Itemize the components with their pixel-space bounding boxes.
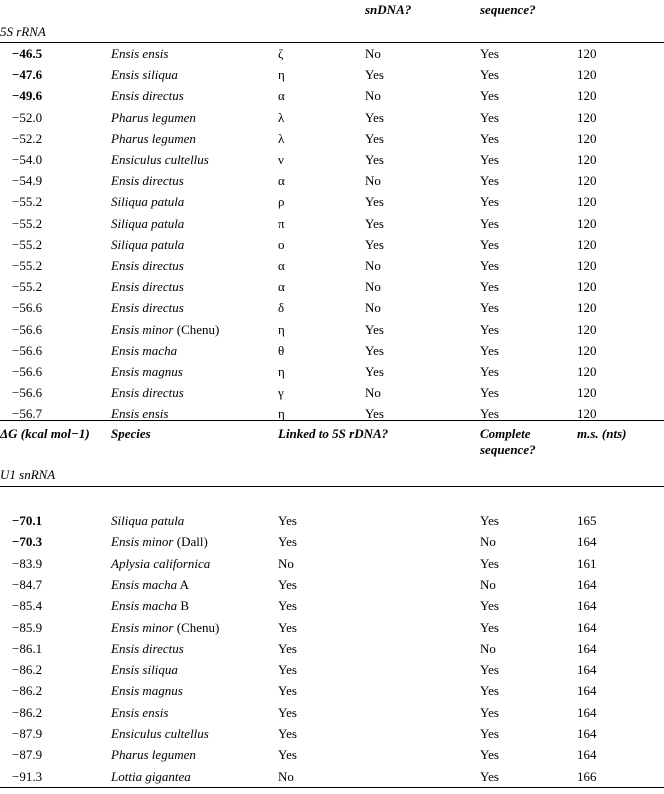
complete-value: Yes [480, 46, 499, 61]
delta-g-value: −91.3 [12, 768, 43, 784]
complete-value: No [480, 640, 496, 656]
delta-g-value: −55.2 [12, 279, 43, 295]
table-row [0, 297, 664, 318]
ms-value: 120 [577, 406, 597, 422]
species-cell [111, 191, 184, 212]
table-row [0, 510, 664, 531]
species-cell [111, 766, 191, 787]
delta-g-value: −56.7 [12, 406, 43, 422]
complete-value: Yes [480, 342, 499, 358]
linked-value: Yes [278, 513, 297, 528]
table-row [0, 361, 664, 382]
linked-value: Yes [365, 342, 384, 358]
species-cell [111, 531, 208, 552]
table-row [0, 766, 664, 787]
header-complete-line2: sequence? [480, 442, 536, 457]
table-row [0, 617, 664, 638]
species-name: Lottia gigantea [111, 768, 191, 784]
delta-g-value: −54.9 [12, 173, 43, 189]
complete-value: Yes [480, 704, 499, 720]
table-row [0, 64, 664, 85]
species-cell [111, 276, 184, 297]
table-row [0, 595, 664, 616]
table-row [0, 149, 664, 170]
species-name: Aplysia californica [111, 555, 211, 571]
table2-top-rule [0, 486, 664, 487]
delta-g-value: −56.6 [12, 385, 43, 401]
table2-bottom-rule [0, 787, 664, 788]
complete-value: Yes [480, 555, 499, 571]
species-name: Ensis ensis [111, 704, 169, 720]
ms-value: 164 [577, 683, 597, 699]
species-name: Ensis directus [111, 88, 184, 104]
header-complete-line1: Complete [480, 426, 531, 441]
ms-value: 120 [577, 215, 597, 231]
species-name: Ensis directus [111, 640, 184, 656]
linked-value: No [365, 88, 381, 104]
delta-g-value: −55.2 [12, 236, 43, 252]
linked-value: Yes [278, 683, 297, 699]
linked-value: Yes [278, 576, 297, 592]
header-ms: m.s. (nts) [577, 426, 627, 441]
species-cell [111, 107, 196, 128]
ms-value: 164 [577, 726, 597, 741]
section-label-u1-snrna: U1 snRNA [0, 467, 56, 482]
header-delta-g: ΔG (kcal mol−1) [0, 426, 90, 441]
complete-value: Yes [480, 130, 499, 146]
ms-value: 120 [577, 321, 597, 337]
delta-g-value: −86.2 [12, 683, 43, 699]
table-row [0, 43, 664, 64]
complete-value: Yes [480, 406, 499, 422]
linked-value: No [365, 385, 381, 401]
linked-value: Yes [365, 67, 384, 83]
linked-value: Yes [278, 704, 297, 720]
table-row [0, 107, 664, 128]
table-row [0, 531, 664, 552]
species-cell [111, 723, 209, 744]
delta-g-value: −47.6 [12, 67, 43, 83]
ms-value: 166 [577, 768, 597, 784]
linked-value: No [278, 768, 294, 784]
species-cell [111, 659, 178, 680]
ms-value: 120 [577, 67, 597, 83]
delta-g-value: −85.4 [12, 598, 43, 614]
species-name: Siliqua patula [111, 215, 185, 231]
species-suffix: (Chenu) [173, 619, 220, 635]
ms-value: 164 [577, 662, 597, 678]
ms-value: 120 [577, 194, 597, 210]
species-cell [111, 638, 184, 659]
linked-value: No [365, 279, 381, 295]
structure-symbol: ν [278, 152, 284, 167]
linked-value: Yes [365, 130, 384, 146]
table-row [0, 191, 664, 212]
structure-symbol: η [278, 67, 285, 83]
species-suffix: (Dall) [173, 534, 208, 550]
structure-symbol: θ [278, 342, 285, 358]
species-suffix: A [177, 576, 190, 592]
linked-value: Yes [365, 364, 384, 379]
ms-value: 120 [577, 173, 597, 189]
species-cell [111, 510, 184, 531]
species-cell [111, 234, 184, 255]
delta-g-value: −55.2 [12, 258, 43, 273]
linked-value: Yes [278, 619, 297, 635]
ms-value: 120 [577, 130, 597, 146]
species-name: Ensis minor [111, 534, 174, 550]
table2-header-rule [0, 420, 664, 421]
delta-g-value: −83.9 [12, 555, 43, 571]
complete-value: Yes [480, 768, 499, 784]
ms-value: 164 [577, 747, 597, 763]
linked-value: Yes [278, 640, 297, 656]
complete-value: Yes [480, 279, 499, 295]
species-name: Pharus legumen [111, 747, 196, 763]
species-cell [111, 85, 184, 106]
delta-g-value: −84.7 [12, 576, 43, 592]
delta-g-value: −86.2 [12, 662, 43, 678]
structure-symbol: λ [278, 109, 285, 125]
species-cell [111, 319, 219, 340]
species-cell [111, 574, 189, 595]
ms-value: 120 [577, 258, 597, 273]
delta-g-value: −54.0 [12, 152, 43, 167]
structure-symbol: α [278, 173, 285, 189]
species-name: Ensis ensis [111, 406, 169, 422]
species-name: Siliqua patula [111, 513, 185, 528]
species-name: Ensis minor [111, 321, 174, 337]
delta-g-value: −52.0 [12, 109, 43, 125]
delta-g-value: −49.6 [12, 88, 43, 104]
table-row [0, 744, 664, 765]
species-name: Ensis siliqua [111, 67, 178, 83]
table-row [0, 574, 664, 595]
delta-g-value: −70.3 [12, 534, 43, 550]
linked-value: No [365, 173, 381, 189]
table-row [0, 340, 664, 361]
ms-value: 120 [577, 88, 597, 104]
species-name: Ensiculus cultellus [111, 152, 209, 167]
structure-symbol: ρ [278, 194, 285, 210]
species-name: Ensis macha [111, 342, 178, 358]
species-suffix: (Chenu) [173, 321, 220, 337]
complete-value: Yes [480, 683, 499, 699]
linked-value: Yes [365, 194, 384, 210]
table-row [0, 276, 664, 297]
species-cell [111, 149, 209, 170]
species-name: Ensis siliqua [111, 662, 178, 678]
structure-symbol: η [278, 364, 285, 379]
header-top-col4: sequence? [480, 2, 536, 17]
complete-value: Yes [480, 726, 499, 741]
table-row [0, 234, 664, 255]
section-label-5s-rrna: 5S rRNA [0, 24, 46, 39]
table-row [0, 702, 664, 723]
linked-value: No [365, 258, 381, 273]
complete-value: Yes [480, 88, 499, 104]
species-cell [111, 744, 196, 765]
ms-value: 164 [577, 534, 597, 550]
table-row [0, 382, 664, 403]
ms-value: 120 [577, 385, 597, 401]
table-row [0, 553, 664, 574]
complete-value: Yes [480, 173, 499, 189]
table-row [0, 85, 664, 106]
complete-value: Yes [480, 300, 499, 316]
species-cell [111, 255, 184, 276]
ms-value: 120 [577, 109, 597, 125]
complete-value: Yes [480, 385, 499, 401]
header-linked: Linked to 5S rDNA? [278, 426, 389, 441]
ms-value: 164 [577, 640, 597, 656]
linked-value: No [365, 300, 381, 316]
species-cell [111, 170, 184, 191]
table-row [0, 638, 664, 659]
linked-value: Yes [278, 534, 297, 550]
table-row [0, 213, 664, 234]
species-name: Ensis directus [111, 173, 184, 189]
species-name: Ensis macha [111, 598, 178, 614]
delta-g-value: −52.2 [12, 130, 43, 146]
table-row [0, 255, 664, 276]
structure-symbol: η [278, 406, 285, 422]
delta-g-value: −86.1 [12, 640, 43, 656]
complete-value: Yes [480, 747, 499, 763]
header-species: Species [111, 426, 151, 441]
complete-value: Yes [480, 662, 499, 678]
linked-value: Yes [365, 321, 384, 337]
species-name: Pharus legumen [111, 109, 196, 125]
structure-symbol: α [278, 258, 285, 273]
species-cell [111, 213, 184, 234]
species-cell [111, 702, 168, 723]
delta-g-value: −46.5 [12, 46, 43, 61]
species-name: Siliqua patula [111, 194, 185, 210]
species-name: Ensis ensis [111, 46, 169, 61]
structure-symbol: η [278, 321, 285, 337]
species-cell [111, 340, 177, 361]
linked-value: Yes [365, 236, 384, 252]
ms-value: 164 [577, 619, 597, 635]
ms-value: 164 [577, 598, 597, 614]
ms-value: 120 [577, 279, 597, 295]
linked-value: Yes [278, 747, 297, 763]
species-cell [111, 553, 210, 574]
species-cell [111, 403, 168, 424]
ms-value: 120 [577, 364, 597, 379]
linked-value: Yes [278, 662, 297, 678]
species-name: Ensis magnus [111, 364, 183, 379]
linked-value: No [278, 555, 294, 571]
complete-value: Yes [480, 215, 499, 231]
species-name: Ensis magnus [111, 683, 183, 699]
table-row [0, 680, 664, 701]
complete-value: Yes [480, 152, 499, 167]
ms-value: 120 [577, 300, 597, 316]
complete-value: Yes [480, 619, 499, 635]
structure-symbol: π [278, 215, 285, 231]
species-cell [111, 617, 219, 638]
species-name: Ensis macha [111, 576, 178, 592]
species-name: Pharus legumen [111, 130, 196, 146]
structure-symbol: α [278, 279, 285, 295]
species-name: Ensis directus [111, 300, 184, 316]
structure-symbol: α [278, 88, 285, 104]
species-cell [111, 64, 178, 85]
delta-g-value: −56.6 [12, 321, 43, 337]
species-name: Ensis minor [111, 619, 174, 635]
ms-value: 120 [577, 342, 597, 358]
delta-g-value: −55.2 [12, 215, 43, 231]
ms-value: 164 [577, 704, 597, 720]
structure-symbol: ο [278, 236, 285, 252]
species-name: Ensis directus [111, 279, 184, 295]
delta-g-value: −87.9 [12, 726, 43, 741]
ms-value: 120 [577, 152, 597, 167]
structure-symbol: λ [278, 130, 285, 146]
delta-g-value: −86.2 [12, 704, 43, 720]
table-row [0, 319, 664, 340]
structure-symbol: ζ [278, 46, 284, 61]
table-row [0, 128, 664, 149]
structure-symbol: δ [278, 300, 285, 316]
structure-symbol: γ [278, 385, 284, 401]
linked-value: Yes [365, 406, 384, 422]
complete-value: Yes [480, 67, 499, 83]
species-suffix: B [177, 598, 190, 614]
species-cell [111, 297, 184, 318]
linked-value: Yes [278, 726, 297, 741]
complete-value: No [480, 534, 496, 550]
species-cell [111, 128, 196, 149]
complete-value: Yes [480, 513, 499, 528]
complete-value: Yes [480, 364, 499, 379]
linked-value: Yes [365, 215, 384, 231]
species-name: Ensis directus [111, 258, 184, 273]
delta-g-value: −87.9 [12, 747, 43, 763]
ms-value: 165 [577, 513, 597, 528]
linked-value: Yes [365, 109, 384, 125]
complete-value: Yes [480, 598, 499, 614]
species-cell [111, 382, 184, 403]
species-cell [111, 595, 189, 616]
species-cell [111, 361, 183, 382]
linked-value: No [365, 46, 381, 61]
complete-value: Yes [480, 258, 499, 273]
header-top-col3: snDNA? [365, 2, 412, 17]
table-row [0, 723, 664, 744]
complete-value: Yes [480, 194, 499, 210]
complete-value: Yes [480, 109, 499, 125]
complete-value: Yes [480, 321, 499, 337]
delta-g-value: −70.1 [12, 513, 43, 528]
species-name: Ensis directus [111, 385, 184, 401]
ms-value: 164 [577, 576, 597, 592]
table-row [0, 170, 664, 191]
table-row [0, 403, 664, 424]
table-row [0, 659, 664, 680]
delta-g-value: −56.6 [12, 364, 43, 379]
species-name: Siliqua patula [111, 236, 185, 252]
ms-value: 120 [577, 46, 597, 61]
delta-g-value: −55.2 [12, 194, 43, 210]
complete-value: Yes [480, 236, 499, 252]
delta-g-value: −56.6 [12, 342, 43, 358]
ms-value: 161 [577, 555, 597, 571]
species-cell [111, 680, 183, 701]
complete-value: No [480, 576, 496, 592]
ms-value: 120 [577, 236, 597, 252]
linked-value: Yes [365, 152, 384, 167]
linked-value: Yes [278, 598, 297, 614]
delta-g-value: −56.6 [12, 300, 43, 316]
species-cell [111, 43, 168, 64]
delta-g-value: −85.9 [12, 619, 43, 635]
species-name: Ensiculus cultellus [111, 726, 209, 741]
